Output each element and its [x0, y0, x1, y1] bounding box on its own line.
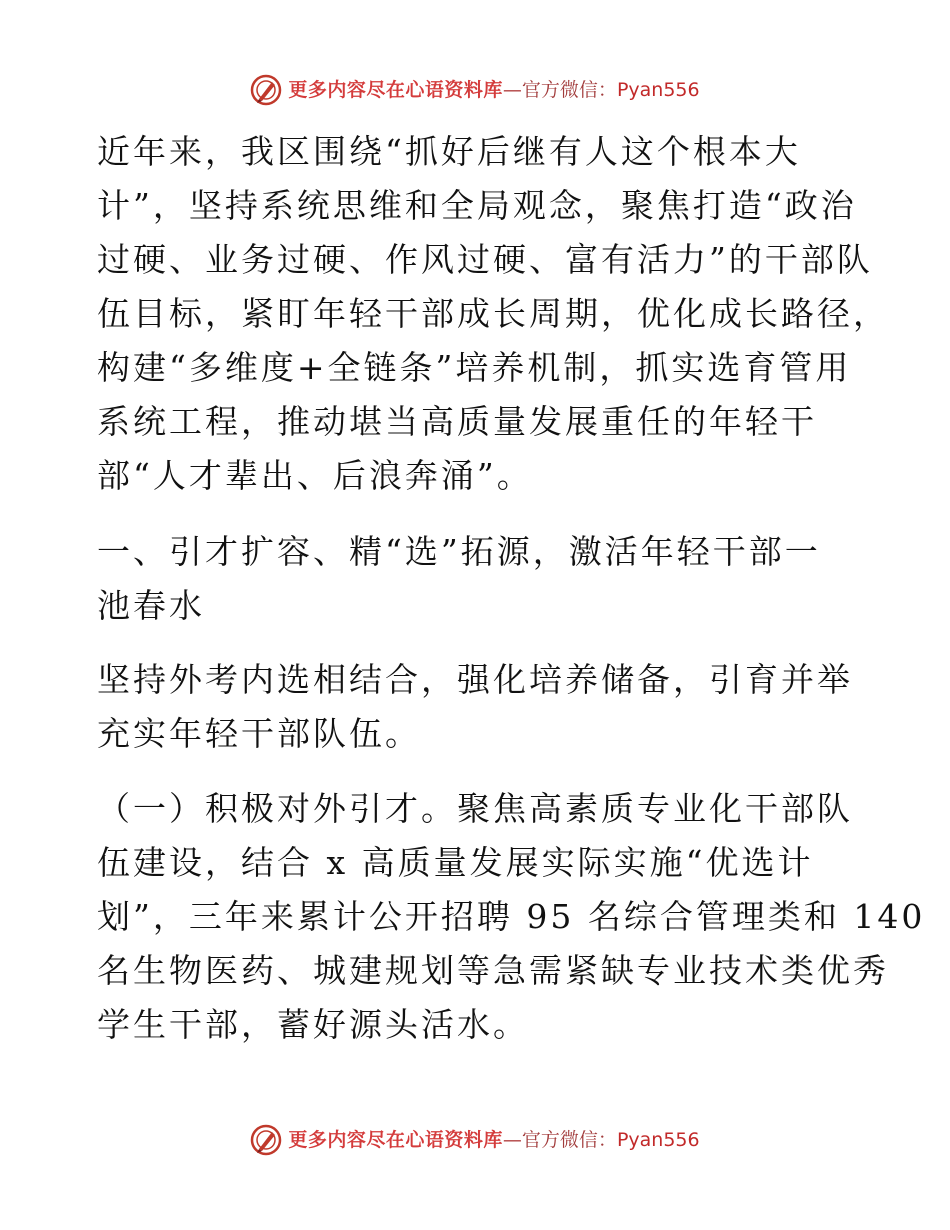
paragraph-spacer	[97, 633, 855, 653]
watermark-account: Pyan556	[616, 78, 700, 101]
paragraph-spacer	[97, 761, 855, 782]
text-line: 坚持外考内选相结合，强化培养储备，引育并举	[97, 660, 853, 699]
watermark-separator: —	[502, 1128, 522, 1151]
text-line: （一）积极对外引才。聚焦高素质专业化干部队	[97, 789, 853, 828]
text-line: 计”，坚持系统思维和全局观念，聚焦打造“政治	[97, 186, 857, 225]
text-line: 一、引才扩容、精“选”拓源，激活年轻干部一	[97, 532, 821, 571]
pen-logo-icon	[250, 74, 282, 106]
text-line: 划”，三年来累计公开招聘 95 名综合管理类和 140	[97, 897, 926, 936]
watermark-banner-top	[0, 68, 950, 112]
text-line: 近年来，我区围绕“抓好后继有人这个根本大	[97, 132, 801, 171]
watermark-text: 更多内容尽在心语资料库	[288, 1128, 503, 1151]
watermark-contact-label: 官方微信：	[521, 1128, 617, 1151]
watermark-separator: —	[502, 78, 522, 101]
text-line: 构建“多维度+全链条”培养机制，抓实选育管用	[97, 348, 852, 387]
text-line: 名生物医药、城建规划等急需紧缺专业技术类优秀	[97, 951, 889, 990]
intro-paragraph	[97, 125, 889, 503]
text-line: 过硬、业务过硬、作风过硬、富有活力”的干部队	[97, 240, 873, 279]
text-line: 伍建设，结合 x 高质量发展实际实施“优选计	[97, 843, 814, 882]
section-heading	[97, 525, 855, 633]
text-line: 学生干部，蓄好源头活水。	[97, 1005, 529, 1044]
watermark-banner-bottom	[0, 1118, 950, 1162]
text-line: 充实年轻干部队伍。	[97, 714, 421, 753]
text-line: 池春水	[97, 586, 205, 625]
watermark-account: Pyan556	[616, 1128, 700, 1151]
summary-paragraph	[97, 653, 855, 761]
watermark-text: 更多内容尽在心语资料库	[288, 78, 503, 101]
text-line: 部“人才辈出、后浪奔涌”。	[97, 456, 533, 495]
text-line: 伍目标，紧盯年轻干部成长周期，优化成长路径，	[97, 294, 889, 333]
watermark-contact-label: 官方微信：	[521, 78, 617, 101]
pen-logo-icon	[250, 1124, 282, 1156]
paragraph-spacer	[97, 503, 855, 525]
text-line: 系统工程，推动堪当高质量发展重任的年轻干	[97, 402, 817, 441]
item-one-paragraph	[97, 782, 926, 1052]
document-body	[97, 125, 926, 1052]
